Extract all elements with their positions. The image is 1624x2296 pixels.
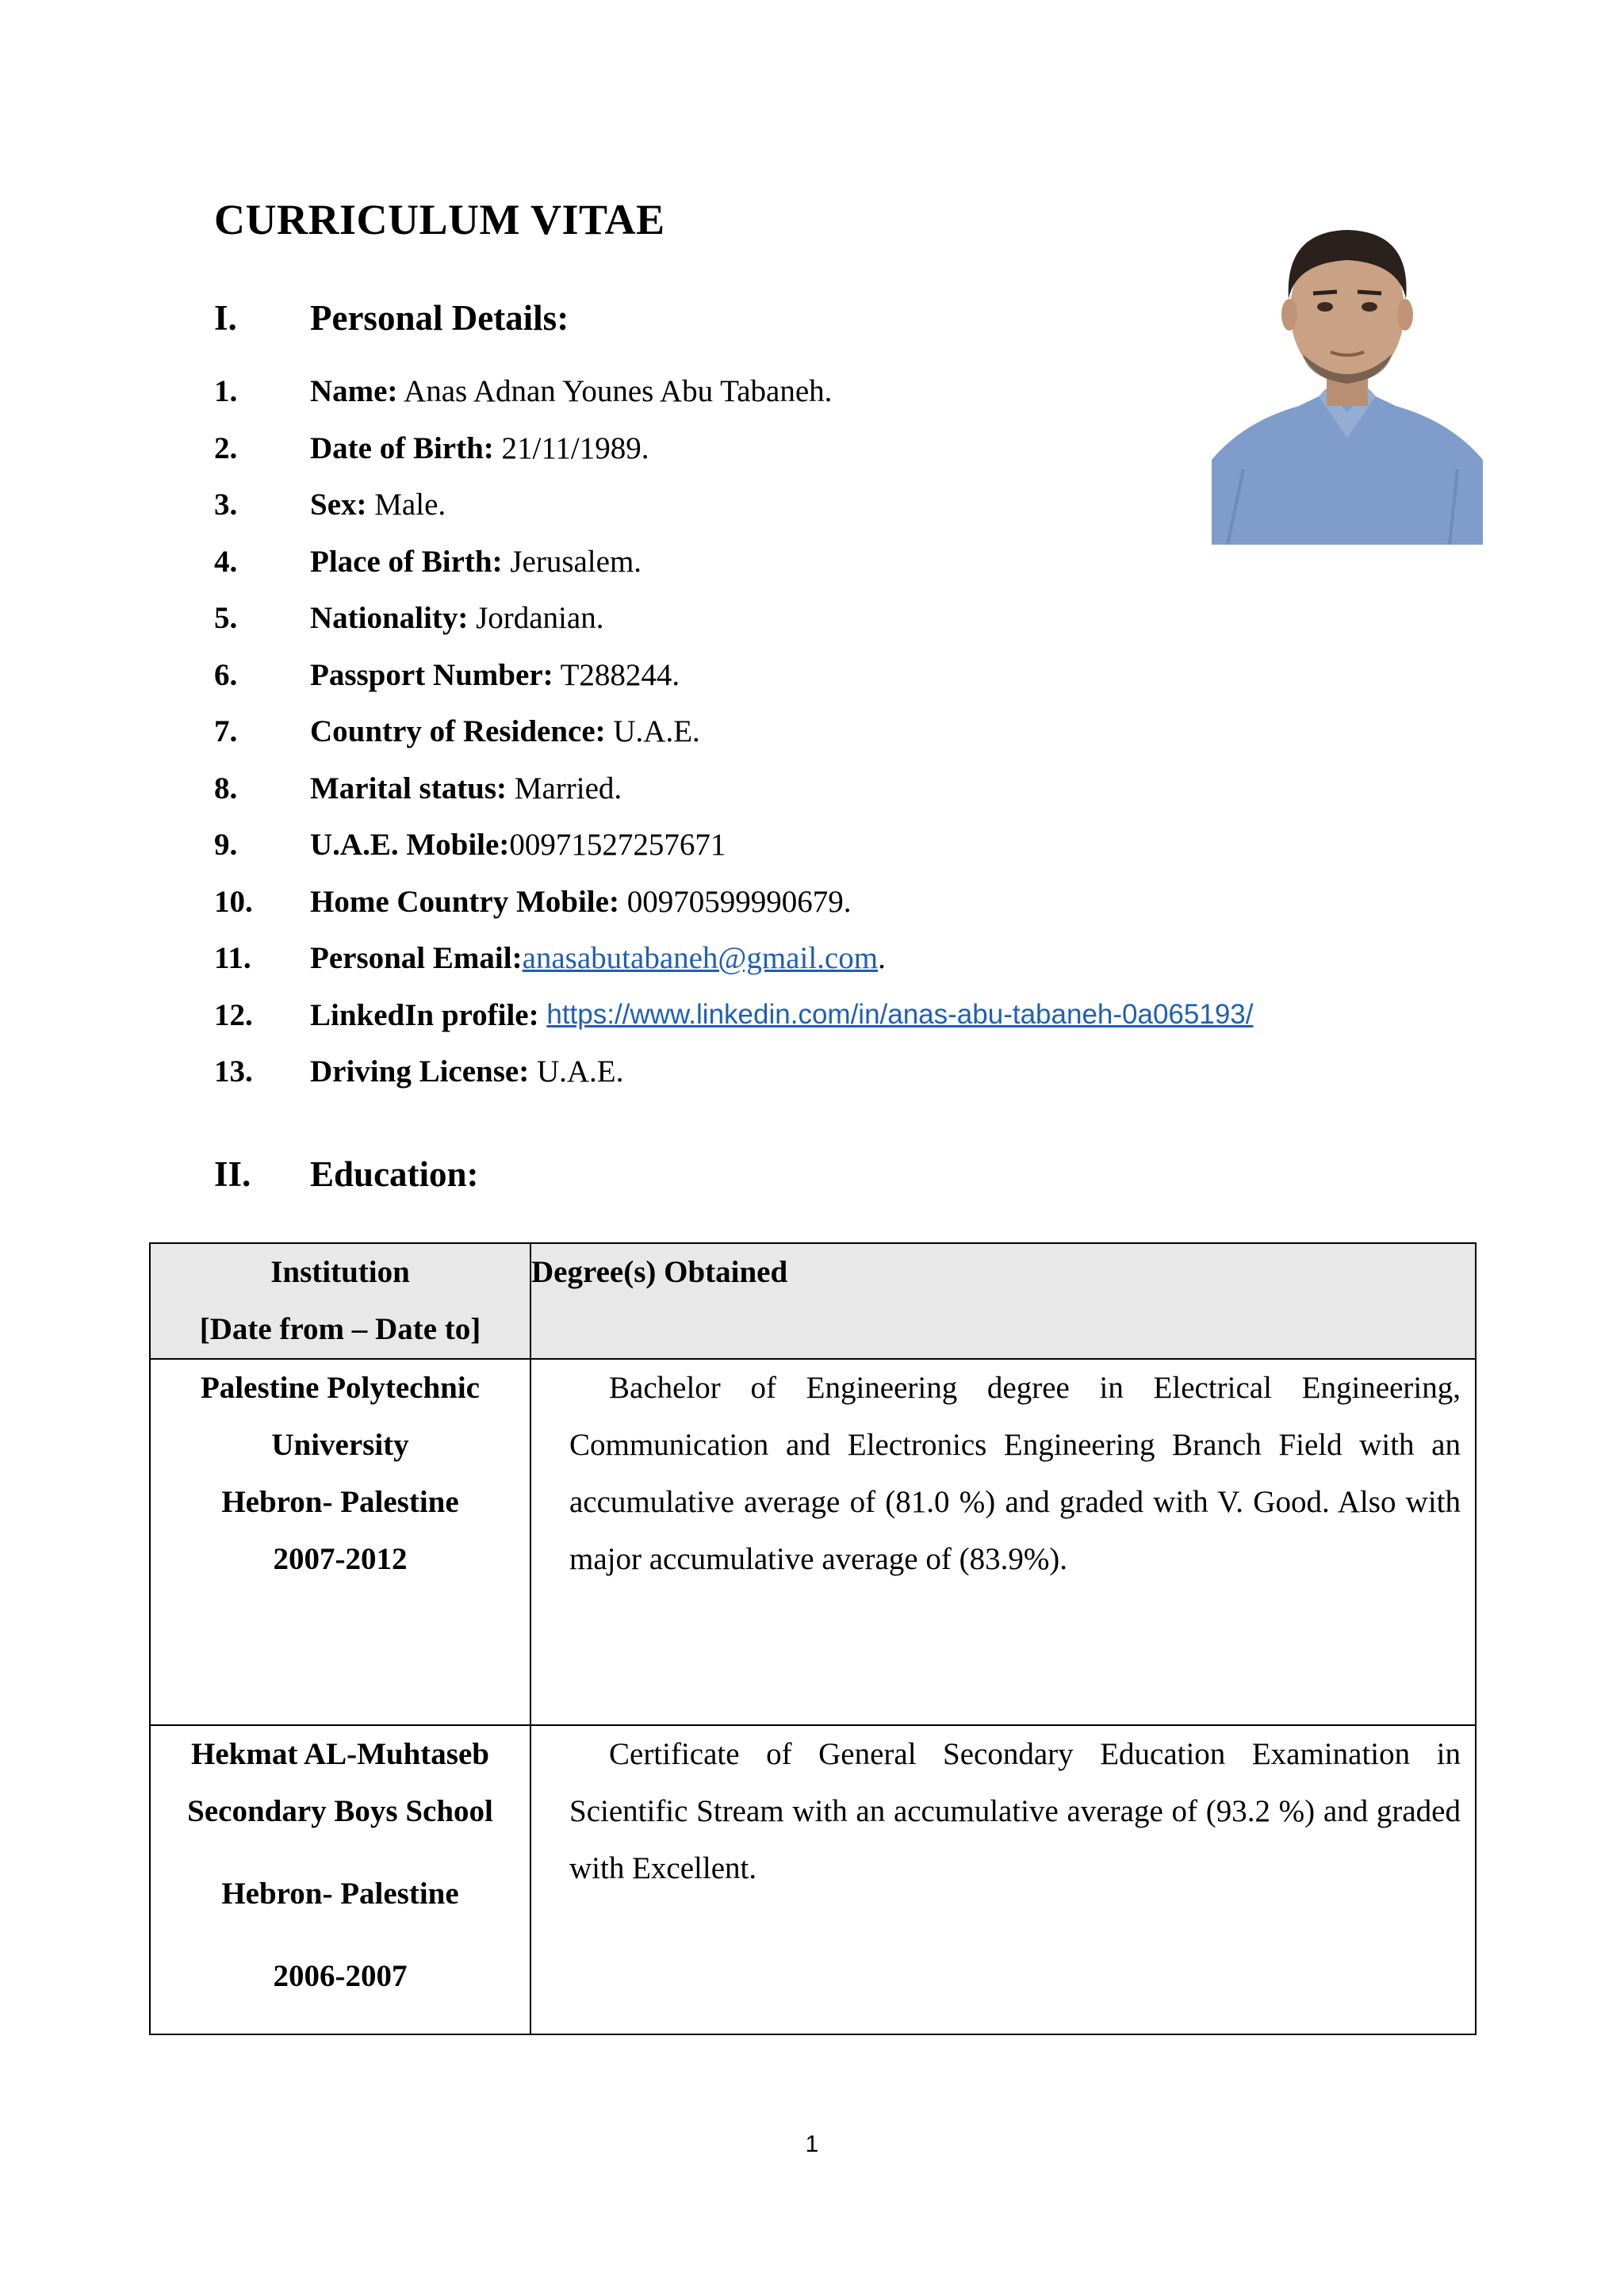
item-label: Country of Residence:: [310, 714, 606, 749]
detail-driving-license: [214, 1043, 1253, 1100]
item-value: 00971527257671: [509, 828, 726, 863]
item-label: Personal Email:: [310, 941, 523, 976]
item-label: Place of Birth:: [310, 544, 503, 579]
item-value: Male.: [366, 488, 446, 522]
item-label: Marital status:: [310, 771, 508, 806]
detail-country-of-residence: [214, 703, 1253, 760]
linkedin-link[interactable]: https://www.linkedin.com/in/anas-abu-tabaneh-0a065193/: [546, 999, 1254, 1031]
item-value: U.A.E.: [529, 1054, 624, 1089]
item-label: Driving License:: [310, 1054, 530, 1089]
item-value: U.A.E.: [605, 714, 700, 749]
item-value: T288244.: [553, 657, 680, 692]
table-row: [150, 1725, 1476, 2034]
item-number: 4.: [214, 544, 238, 579]
header-date-range-label: [Date from – Date to]: [199, 1312, 481, 1346]
section-number: II.: [214, 1154, 251, 1194]
institution-dates: 2007-2012: [273, 1542, 408, 1576]
item-number: 12.: [214, 997, 253, 1032]
detail-name: [214, 363, 1253, 420]
item-label: Date of Birth:: [310, 430, 494, 465]
detail-personal-email: [214, 930, 1253, 987]
section-heading-education: [214, 1154, 479, 1195]
detail-home-country-mobile: [214, 874, 1253, 931]
institution-name-line: Hekmat AL-Muhtaseb: [191, 1737, 489, 1771]
section-heading-personal-details: [214, 297, 569, 339]
item-label: LinkedIn profile:: [310, 997, 539, 1032]
email-link[interactable]: anasabutabaneh@gmail.com: [522, 941, 879, 976]
item-number: 10.: [214, 884, 253, 919]
item-label: Passport Number:: [310, 657, 553, 692]
detail-linkedin-profile: [214, 987, 1253, 1044]
degree-description: Bachelor of Engineering degree in Electrical Engineering, Communication and Electronics Engineering Branch Field with an accumulative average of (81.0 %) and graded with V. Good. Also with major accumulative average of (83.9%).: [569, 1371, 1461, 1576]
item-value: 21/11/1989.: [493, 430, 649, 465]
institution-name-line: Secondary Boys School: [187, 1794, 493, 1828]
item-value: Married.: [507, 771, 622, 806]
detail-uae-mobile: [214, 817, 1253, 874]
section-title: Education:: [310, 1154, 479, 1194]
item-number: 2.: [214, 430, 238, 465]
item-value: 00970599990679.: [619, 884, 852, 919]
institution-dates: 2006-2007: [273, 1959, 408, 1993]
institution-location: Hebron- Palestine: [221, 1877, 459, 1911]
degree-cell: [530, 1359, 1476, 1725]
section-number: I.: [214, 298, 237, 338]
item-label: Home Country Mobile:: [310, 884, 619, 919]
header-institution: [150, 1243, 530, 1359]
item-number: 9.: [214, 828, 238, 863]
detail-nationality: [214, 590, 1253, 647]
item-number: 5.: [214, 601, 238, 636]
item-number: 7.: [214, 714, 238, 749]
detail-place-of-birth: [214, 534, 1253, 591]
document-title: CURRICULUM VITAE: [214, 196, 665, 243]
detail-date-of-birth: [214, 420, 1253, 477]
personal-details-list: [214, 363, 1253, 1100]
item-punctuation: .: [878, 941, 886, 976]
item-label: Name:: [310, 374, 398, 409]
detail-marital-status: [214, 760, 1253, 817]
institution-cell: [150, 1725, 530, 2034]
education-table: [149, 1242, 1477, 2035]
item-number: 11.: [214, 941, 251, 976]
institution-name-line: Palestine Polytechnic: [200, 1371, 480, 1405]
detail-sex: [214, 476, 1253, 534]
item-label: Nationality:: [310, 601, 469, 636]
item-number: 13.: [214, 1054, 253, 1089]
header-institution-label: Institution: [270, 1255, 410, 1289]
header-degree: Degree(s) Obtained: [530, 1243, 1476, 1359]
item-value: Jordanian.: [468, 601, 604, 636]
section-title: Personal Details:: [310, 298, 569, 338]
item-value: Anas Adnan Younes Abu Tabaneh.: [397, 374, 833, 409]
item-label: U.A.E. Mobile:: [310, 828, 510, 863]
detail-passport-number: [214, 647, 1253, 704]
item-label: Sex:: [310, 488, 367, 522]
item-number: 8.: [214, 771, 238, 806]
institution-cell: [150, 1359, 530, 1725]
institution-location: Hebron- Palestine: [221, 1485, 459, 1519]
item-value: Jerusalem.: [502, 544, 642, 579]
degree-cell: [530, 1725, 1476, 2034]
table-header-row: [150, 1243, 1476, 1359]
item-number: 6.: [214, 657, 238, 692]
item-number: 3.: [214, 488, 238, 522]
institution-name-line: University: [271, 1428, 409, 1462]
item-number: 1.: [214, 374, 238, 409]
table-row: [150, 1359, 1476, 1725]
page-number: 1: [805, 2131, 819, 2157]
degree-description: Certificate of General Secondary Education Examination in Scientific Stream with an accumulative average of (93.2 %) and graded with Excellent.: [569, 1737, 1461, 1885]
